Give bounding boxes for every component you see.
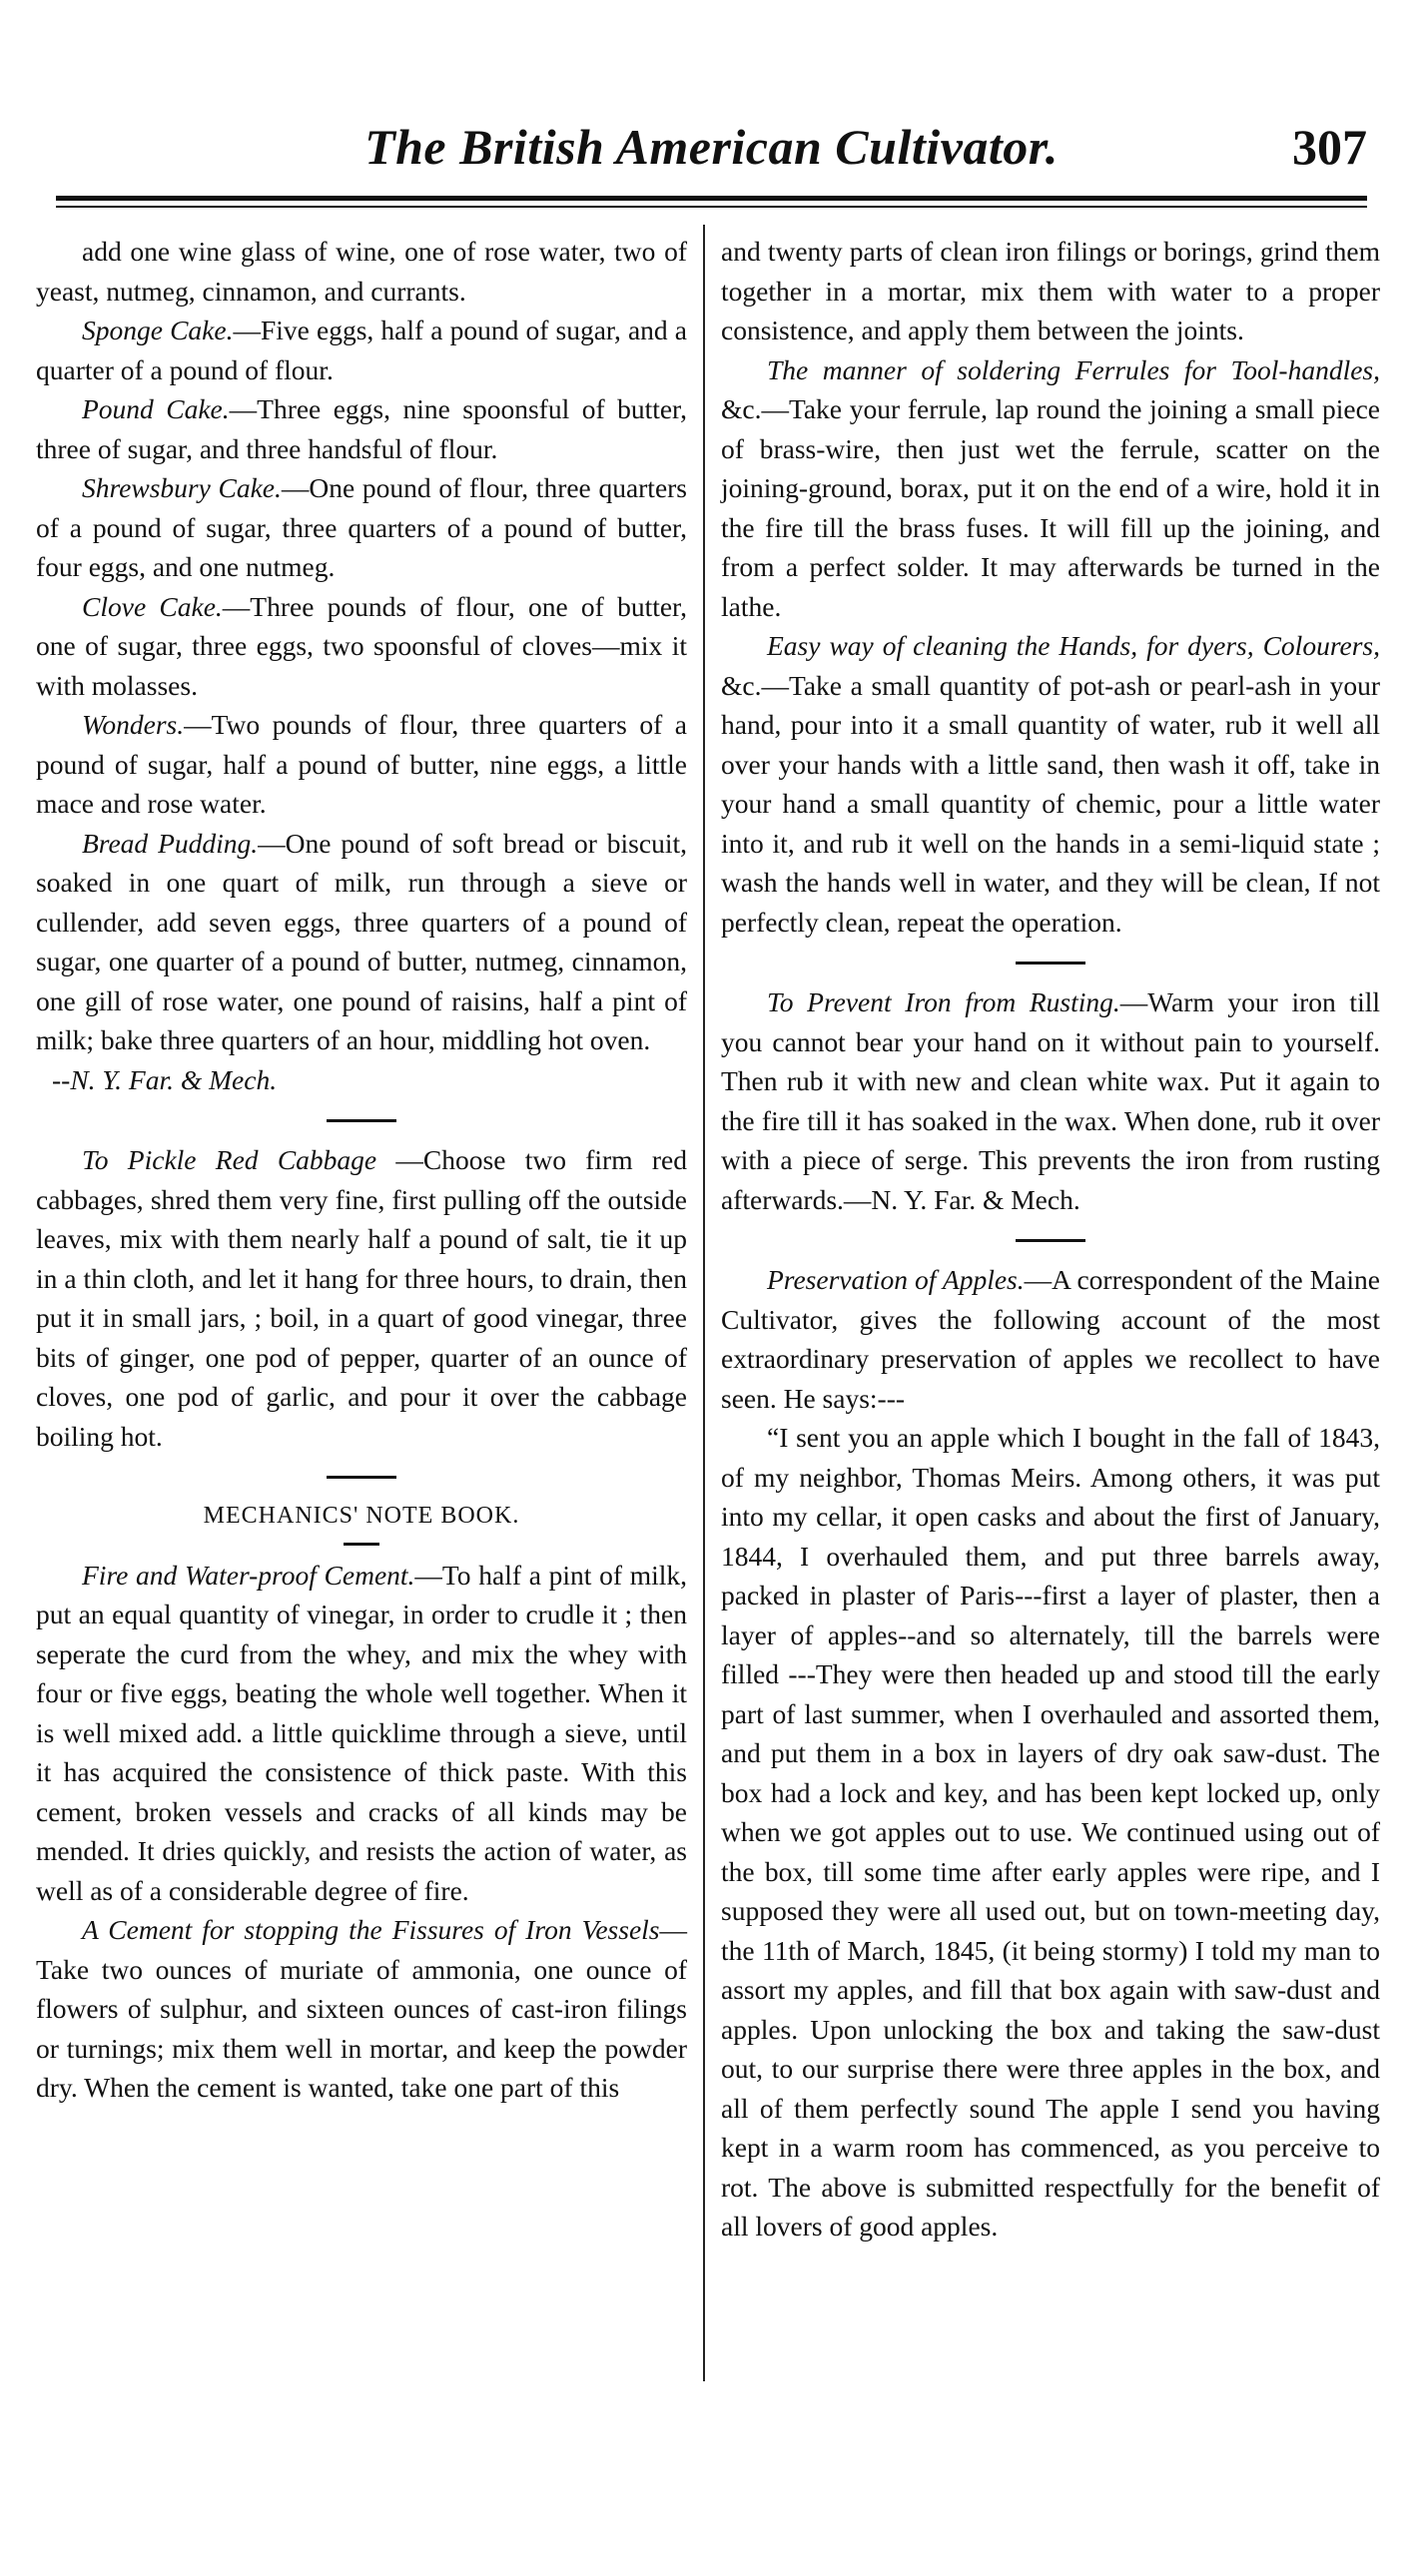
section-divider: [344, 1543, 379, 1546]
page-number: 307: [1292, 119, 1367, 175]
recipe-shrewsbury-cake: [36, 468, 687, 587]
article-title: Fire and Water-proof Cement.: [82, 1559, 415, 1591]
recipe-text: —Five eggs, half a pound of sugar, and a quarter of a pound of flour.: [36, 315, 687, 385]
recipe-text: —Two pounds of flour, three quarters of a pound of sugar, half a pound of butter, nine eggs, a little mace and rose water.: [36, 709, 687, 819]
recipe-title: Pound Cake.: [82, 393, 230, 424]
recipe-title: Wonders.: [82, 709, 185, 740]
continued-paragraph: and twenty parts of clean iron filings or borings, grind them together in a mortar, mix them with water to a proper consistence, and apply them between the joints.: [721, 236, 1380, 345]
right-column: [721, 232, 1380, 2247]
recipe-text: —Three pounds of flour, one of butter, one of sugar, three eggs, two spoonsful of cloves—mix it with molasses.: [36, 590, 687, 701]
recipe-wonders: [36, 705, 687, 824]
article-title: To Prevent Iron from Rusting.: [767, 986, 1120, 1017]
page-title: The British American Cultivator.: [364, 119, 1059, 175]
section-divider: [327, 1476, 396, 1479]
recipe-text: —Choose two firm red cabbages, shred them very fine, first pulling off the outside leaves, mix with them nearly half a pound of salt, tie it up in a thin cloth, and let it hang for three hours, to drain, then put it in small jars, ; boil, in a quart of good vinegar, three bits of ginger, one pod of pepper, quarter of an ounce of cloves, one pod of garlic, and pour it over the cabbage boiling hot.: [36, 1144, 687, 1452]
article-text: —A correspondent of the Maine Cultivator, gives the following account of the most extraordinary preservation of apples we recollect to have seen. He says:---: [721, 1264, 1380, 1414]
section-divider: [1016, 1239, 1085, 1242]
article-prevent-rust: [721, 982, 1380, 1219]
recipe-title: Shrewsbury Cake.: [82, 472, 282, 503]
recipe-text: —Three eggs, nine spoonsful of butter, three of sugar, and three handsful of flour.: [36, 393, 687, 464]
recipe-title: Clove Cake.: [82, 590, 223, 622]
article-title: The manner of soldering Ferrules for Tool-handles,: [767, 353, 1380, 385]
recipe-sponge-cake: [36, 311, 687, 389]
article-text: —Take two ounces of muriate of ammonia, one ounce of flowers of sulphur, and sixteen ounces of cast-iron filings or turnings; mix them well in mortar, and keep the powder dry. When the cement is wanted, take one part of this: [36, 1914, 687, 2103]
recipe-title: Sponge Cake.: [82, 315, 234, 345]
recipe-title: To Pickle Red Cabbage: [82, 1144, 377, 1175]
recipe-text: —One pound of soft bread or biscuit, soaked in one quart of milk, run through a sieve or cullender, add seven eggs, three quarters of a pound of sugar, one quarter of a pound of butter, nutmeg, cinnamon, one gill of rose water, one pound of raisins, half a pint of milk; bake three quarters of an hour, middling hot oven.: [36, 827, 687, 1055]
article-title: A Cement for stopping the Fissures of Iron Vessels: [82, 1914, 660, 1945]
continued-paragraph: add one wine glass of wine, one of rose water, two of yeast, nutmeg, cinnamon, and currants.: [36, 236, 687, 307]
page-header: [36, 100, 1387, 210]
article-text: —To half a pint of milk, put an equal quantity of vinegar, in order to crudle it ; then seperate the curd from the whey, and mix the whey with four or five eggs, beating the whole well together. When it is well mixed add. a little quicklime through a sieve, until it has acquired the consistence of thick paste. With this cement, broken vessels and cracks of all kinds may be mended. It dries quickly, and resists the action of water, as well as of a considerable degree of fire.: [36, 1559, 687, 1906]
column-divider: [703, 225, 705, 2381]
article-ferrules: [721, 350, 1380, 627]
source-credit: --N. Y. Far. & Mech.: [52, 1063, 278, 1095]
article-title: Preservation of Apples.: [767, 1264, 1025, 1295]
recipe-bread-pudding: [36, 824, 687, 1060]
article-title: Easy way of cleaning the Hands, for dyers, Colourers,: [767, 630, 1380, 661]
recipe-text: —One pound of flour, three quarters of a pound of sugar, three quarters of a pound of butter, four eggs, and one nutmeg.: [36, 472, 688, 582]
article-cleaning-hands: [721, 626, 1380, 942]
article-text: &c.—Take a small quantity of pot-ash or pearl-ash in your hand, pour into it a small quantity of water, rub it well all over your hands with a little sand, then wash it off, take in your hand a small quantity of chemic, pour a little water into it, and rub it well on the hands in a semi-liquid state ; wash the hands well in water, and they will be clean, If not perfectly clean, repeat the operation.: [721, 669, 1380, 938]
recipe-pickle-cabbage: [36, 1140, 687, 1456]
article-text: &c.—Take your ferrule, lap round the joining a small piece of brass-wire, then just wet the ferrule, scatter on the joining-ground, borax, put it on the end of a wire, hold it in the fire till the brass fuses. It will fill up the joining, and from a perfect solder. It may afterwards be turned in the lathe.: [721, 393, 1380, 622]
recipe-title: Bread Pudding.: [82, 827, 259, 859]
header-rule-thick: [56, 196, 1367, 201]
recipe-pound-cake: [36, 389, 687, 468]
article-apples: [721, 1260, 1380, 1418]
article-iron-cement: [36, 1910, 687, 2108]
section-divider: [327, 1119, 396, 1122]
recipe-clove-cake: [36, 587, 687, 706]
section-divider: [1016, 962, 1085, 965]
article-text: —Warm your iron till you cannot bear your hand on it without pain to yourself. Then rub it with new and clean white wax. Put it again to the fire till it has soaked in the wax. When done, rub it over with a piece of serge. This prevents the iron from rusting afterwards.—N. Y. Far. & Mech.: [721, 986, 1380, 1215]
section-heading: MECHANICS' NOTE BOOK.: [203, 1503, 520, 1529]
left-column: [36, 232, 687, 2108]
apples-quote: “I sent you an apple which I bought in the fall of 1843, of my neighbor, Thomas Meirs. Among others, it was put into my cellar, it open casks and about the first of January, 1844, I overhauled them, and put three barrels away, packed in plaster of Paris---first a layer of plaster, then a layer of apples--and so alternately, till the barrels were filled ---They were then headed up and stood till the early part of last summer, when I overhauled and assorted them, and put them in a box in layers of dry oak saw-dust. The box had a lock and key, and has been kept locked up, only when we got apples out to use. We continued using out of the box, till some time after early apples were ripe, and I supposed they were all used out, but on town-meeting day, the 11th of March, 1845, (it being stormy) I told my man to assort my apples, and fill that box again with saw-dust and apples. Upon unlocking the box and taking the saw-dust out, to our surprise there were three apples in the box, and all of them perfectly sound The apple I send you having kept in a warm room has commenced, as you perceive to rot. The above is submitted respectfully for the benefit of all lovers of good apples.: [721, 1422, 1380, 2242]
header-rule-thin: [56, 206, 1367, 208]
article-fire-cement: [36, 1556, 687, 1911]
